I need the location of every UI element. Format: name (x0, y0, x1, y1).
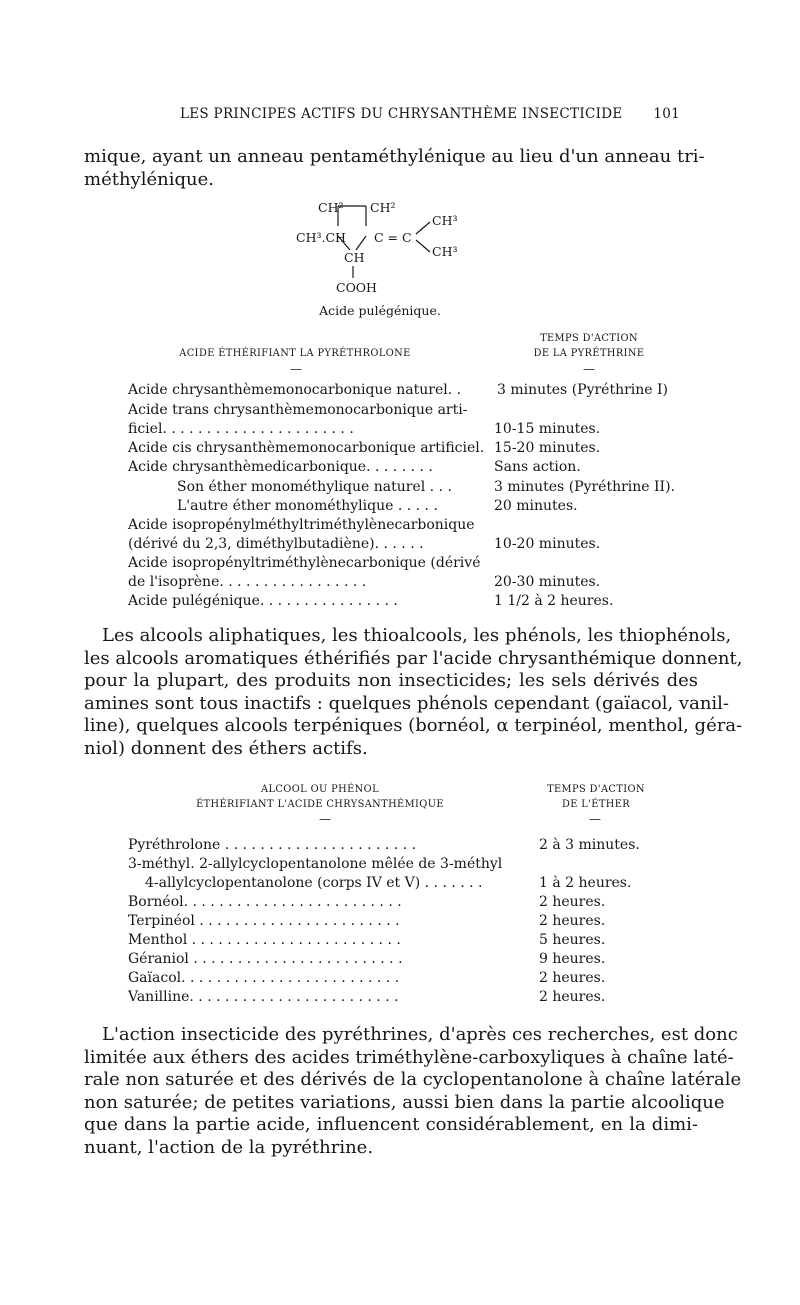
paragraph-line: non saturée; de petites variations, aussi bien dans la partie alcoolique (84, 1091, 725, 1113)
formula-caption: Acide pulégénique. (319, 303, 441, 318)
formula-c-eq-c: C = C (374, 230, 412, 245)
paragraph-line: amines sont tous inactifs : quelques phénols cependant (gaïacol, vanil- (84, 692, 730, 714)
table2-col2-header-line1: TEMPS D'ACTION (547, 784, 645, 795)
table2-row-text: Menthol . . . . . . . . . . . . . . . . . . . . . . . . (128, 932, 401, 948)
table2-row-text: 4-allylcyclopentanolone (corps IV et V) . . . . . . . (145, 875, 483, 891)
paragraph-2 (84, 625, 743, 760)
formula-ch3-ch: CH³.CH (296, 230, 346, 245)
table2-row-text: Gaïacol. . . . . . . . . . . . . . . . . . . . . . . . . (128, 970, 400, 986)
table1-row-text: de l'isoprène. . . . . . . . . . . . . . . . . (128, 574, 367, 590)
table1-row-value: Sans action. (494, 459, 581, 475)
table1-row-text: Acide pulégénique. . . . . . . . . . . . . . . . (128, 593, 398, 609)
formula-ch3-top: CH³ (432, 213, 458, 228)
intro-line: mique, ayant un anneau pentaméthylénique au lieu d'un anneau tri- (84, 146, 705, 167)
intro-paragraph (84, 146, 705, 191)
table2-row-value: 9 heures. (539, 951, 606, 967)
table1-row-text: Acide chrysanthèmemonocarbonique naturel. . (128, 382, 462, 398)
table1-row-value: 15-20 minutes. (494, 440, 601, 456)
paragraph-line: rale non saturée et des dérivés de la cyclopentanolone à chaîne latérale (84, 1069, 742, 1090)
table1-col1-header: ACIDE ÉTHÉRIFIANT LA PYRÉTHROLONE (179, 348, 411, 359)
table2-row-value: 5 heures. (539, 932, 606, 948)
table1-row-text: Son éther monométhylique naturel . . . (177, 479, 452, 495)
formula-ch3-bottom: CH³ (432, 244, 458, 259)
table1-row-text: Acide isopropényltriméthylènecarbonique (dérivé (128, 555, 481, 571)
table1-col2-dash: — (583, 362, 595, 376)
table1-row-value: 10-20 minutes. (494, 536, 601, 552)
paragraph-line: L'action insecticide des pyréthrines, d'après ces recherches, est donc (102, 1024, 738, 1045)
table1-row-text: (dérivé du 2,3, diméthylbutadiène). . . . . . (128, 536, 424, 552)
paragraph-line: niol) donnent des éthers actifs. (84, 737, 368, 759)
table2-row-value: 2 à 3 minutes. (539, 837, 640, 853)
table2-row-text: Bornéol. . . . . . . . . . . . . . . . . . . . . . . . . (128, 894, 402, 910)
table2-row-text: 3-méthyl. 2-allylcyclopentanolone mêlée de 3-méthyl (128, 856, 503, 872)
table1-col2-header-line2: DE LA PYRÉTHRINE (533, 348, 645, 359)
table1-row-value: 3 minutes (Pyréthrine II). (494, 479, 675, 495)
paragraph-line: que dans la partie acide, influencent considérablement, en la dimi- (84, 1114, 698, 1135)
table1-col1-dash: — (290, 362, 302, 376)
table2-row-value: 2 heures. (539, 970, 606, 986)
table1-row-text: Acide trans chrysanthèmemonocarbonique arti- (128, 402, 468, 418)
paragraph-line: Les alcools aliphatiques, les thioalcools, les phénols, les thiophénols, (102, 625, 732, 646)
formula-ch2-right: CH² (370, 200, 396, 215)
table1-row-text: ficiel. . . . . . . . . . . . . . . . . . . . . . (128, 421, 354, 437)
paragraph-line: limitée aux éthers des acides triméthylène-carboxyliques à chaîne laté- (84, 1046, 734, 1068)
paragraph-line: nuant, l'action de la pyréthrine. (84, 1136, 374, 1158)
formula-ch2-left: CH² (318, 200, 344, 215)
table1-row-text: L'autre éther monométhylique . . . . . (177, 498, 438, 514)
table2-row-value: 1 à 2 heures. (539, 875, 632, 891)
intro-line: méthylénique. (84, 168, 214, 190)
table1-row-value: 3 minutes (Pyréthrine I) (497, 382, 669, 398)
table2-row-value: 2 heures. (539, 989, 606, 1005)
paragraph-line: line), quelques alcools terpéniques (bornéol, α terpinéol, menthol, géra- (84, 715, 743, 736)
table2-row-value: 2 heures. (539, 913, 606, 929)
table2-row-text: Terpinéol . . . . . . . . . . . . . . . . . . . . . . . (128, 913, 400, 929)
formula-ch: CH (344, 250, 365, 265)
table1-row-value: 20 minutes. (494, 498, 578, 514)
table1-row-value: 10-15 minutes. (494, 421, 601, 437)
table1-row-value: 20-30 minutes. (494, 574, 601, 590)
table2-row-text: Géraniol . . . . . . . . . . . . . . . . . . . . . . . . (128, 951, 403, 967)
table2-col2-dash: — (589, 812, 601, 826)
table1-row-value: 1 1/2 à 2 heures. (494, 593, 614, 609)
table2-col1-header-line1: ALCOOL OU PHÉNOL (261, 784, 379, 795)
table2-row-value: 2 heures. (539, 894, 606, 910)
table1-row-text: Acide isopropénylméthyltriméthylènecarbonique (128, 517, 475, 533)
table2-col1-dash: — (319, 812, 331, 826)
table2-col2-header-line2: DE L'ÉTHER (561, 799, 631, 810)
page-number: 101 (653, 106, 680, 122)
table2-col1-header-line2: ÉTHÉRIFIANT L'ACIDE CHRYSANTHÉMIQUE (196, 799, 444, 810)
table1-row-text: Acide cis chrysanthèmemonocarbonique artificiel. (128, 440, 485, 456)
paragraph-line: les alcools aromatiques éthérifiés par l'acide chrysanthémique donnent, (84, 647, 743, 669)
table1-row-text: Acide chrysanthèmedicarbonique. . . . . . . . (128, 459, 433, 475)
table2-row-text: Vanilline. . . . . . . . . . . . . . . . . . . . . . . . (128, 989, 399, 1005)
paragraph-3 (84, 1024, 742, 1159)
table1-col2-header-line1: TEMPS D'ACTION (540, 333, 638, 344)
formula-cooh: COOH (336, 280, 377, 295)
paragraph-line: pour la plupart, des produits non insecticides; les sels dérivés des (84, 670, 698, 691)
table2-row-text: Pyréthrolone . . . . . . . . . . . . . . . . . . . . . . (128, 837, 417, 853)
running-title: LES PRINCIPES ACTIFS DU CHRYSANTHÈME INSECTICIDE (180, 106, 623, 122)
